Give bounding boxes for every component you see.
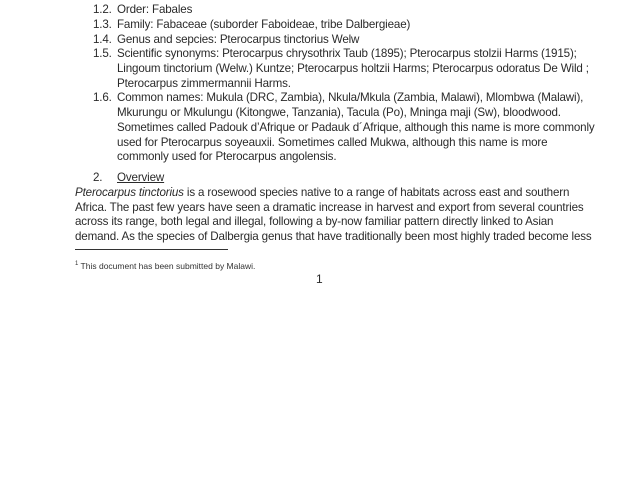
footnote-mark: 1 xyxy=(75,261,79,268)
list-item-family: Family: Fabaceae (suborder Faboideae, tribe Dalbergieae) xyxy=(117,18,411,31)
list-item-common-names: Common names: Mukula (DRC, Zambia), Nkula/Mkula (Zambia, Malawi), Mlombwa (Malawi), xyxy=(117,91,584,104)
list-item-common-names-line: Mkurungu or Mkulungu (Kitongwe, Tanzania), Tacula (Po), Mninga maji (Sw), bloodwood. xyxy=(117,106,561,119)
list-item-common-names-line: used for Pterocarpus soyeauxii. Sometimes called Mukwa, although this name is more xyxy=(117,136,548,149)
footnote xyxy=(75,261,255,271)
footnote-separator xyxy=(75,249,228,250)
list-item-common-names-line: commonly used for Pterocarpus angolensis. xyxy=(117,150,337,163)
list-item-common-names-line: Sometimes called Padouk d’Afrique or Padauk d´Afrique, although this name is more commonly xyxy=(117,121,595,134)
list-item-genus: Genus and sepcies: Pterocarpus tinctorius Welw xyxy=(117,33,360,46)
list-number: 1.2. xyxy=(93,3,112,16)
list-number: 1.5. xyxy=(93,47,112,60)
paragraph-text: is a rosewood species native to a range of habitats across east and southern xyxy=(183,186,570,199)
paragraph-line: across its range, both legal and illegal, following a by-now familiar pattern directly linked to Asian xyxy=(75,215,554,228)
list-number: 1.6. xyxy=(93,91,112,104)
list-number: 1.4. xyxy=(93,33,112,46)
section-heading: Overview xyxy=(117,171,165,184)
list-item-synonyms-line: Lingoum tinctorium (Welw.) Kuntze; Pterocarpus holtzii Harms; Pterocarpus odoratus De Wild ; xyxy=(117,62,589,75)
list-item-order: Order: Fabales xyxy=(117,3,193,16)
list-item-synonyms-line: Pterocarpus zimmermannii Harms. xyxy=(117,77,291,90)
paragraph-line: Africa. The past few years have seen a dramatic increase in harvest and export from several countries xyxy=(75,201,584,214)
paragraph-line: demand. As the species of Dalbergia genus that have traditionally been most highly traded become less xyxy=(75,230,592,243)
page-number: 1 xyxy=(316,272,323,286)
species-name: Pterocarpus tinctorius xyxy=(75,186,184,199)
paragraph-line xyxy=(75,186,569,200)
list-number: 1.3. xyxy=(93,18,112,31)
section-number: 2. xyxy=(93,171,103,184)
list-item-synonyms: Scientific synonyms: Pterocarpus chrysothrix Taub (1895); Pterocarpus stolzii Harms (1915); xyxy=(117,47,577,60)
footnote-text: This document has been submitted by Malawi. xyxy=(78,261,256,271)
